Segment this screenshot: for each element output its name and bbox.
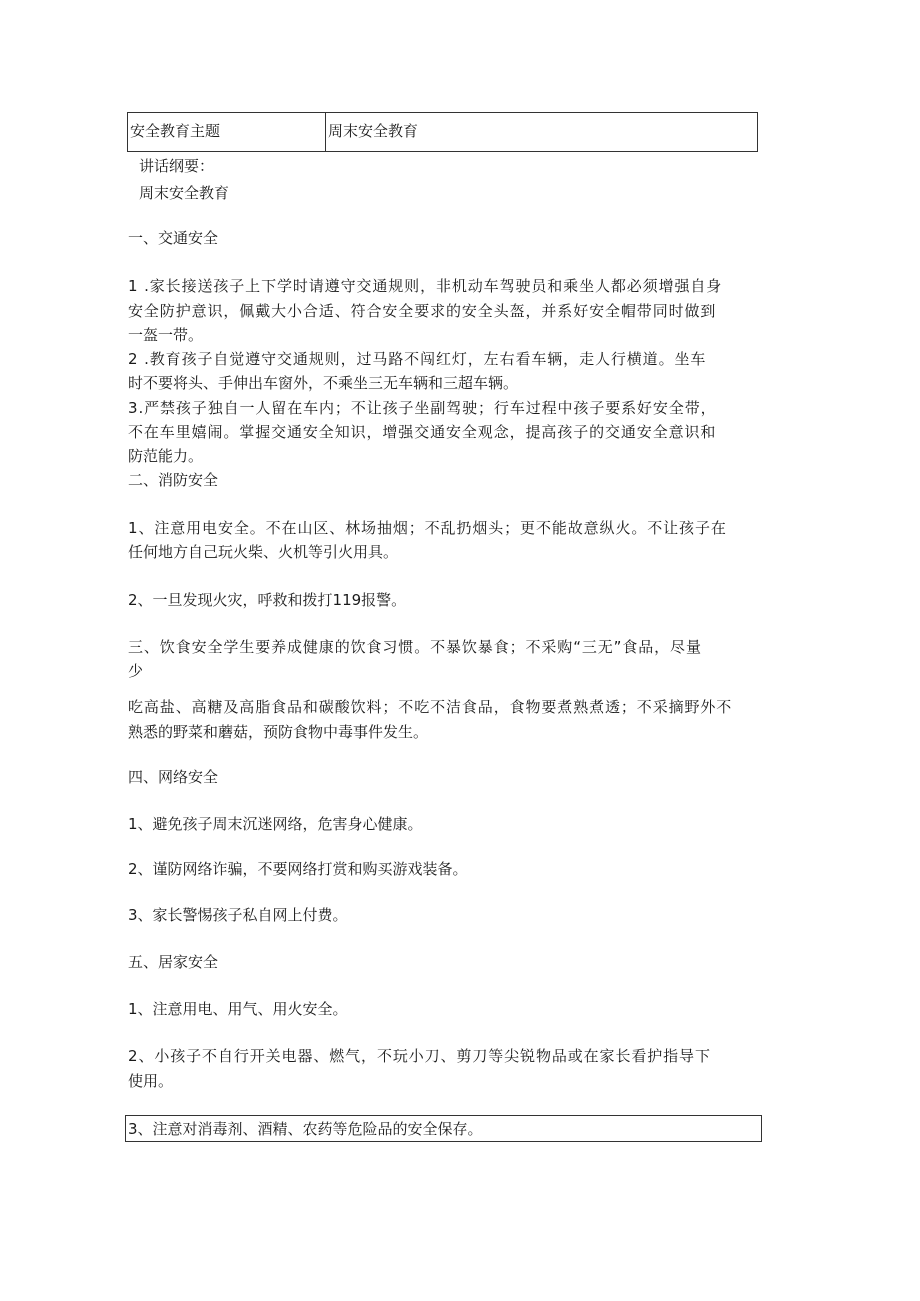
paragraph-line: 2 .教育孩子自觉遵守交通规则，过马路不闯红灯，左右看车辆，走人行横道。坐车 <box>128 350 707 368</box>
paragraph-line: 任何地方自己玩火柴、火机等引火用具。 <box>128 543 399 561</box>
paragraph-line: 熟悉的野菜和蘑菇，预防食物中毒事件发生。 <box>128 723 429 741</box>
section-heading-network: 四、网络安全 <box>128 768 219 786</box>
paragraph-line: 1、避免孩子周末沉迷网络，危害身心健康。 <box>128 815 423 833</box>
paragraph-line: 三、饮食安全学生要养成健康的饮食习惯。不暴饮暴食；不采购“三无”食品，尽量 <box>128 638 702 656</box>
paragraph-line: 不在车里嬉闹。掌握交通安全知识，增强交通安全观念，提高孩子的交通安全意识和 <box>128 423 717 441</box>
paragraph-line: 1、注意用电、用气、用火安全。 <box>128 1000 348 1018</box>
paragraph-line: 2、小孩子不自行开关电器、燃气，不玩小刀、剪刀等尖锐物品或在家长看护指导下 <box>128 1047 711 1065</box>
outline-label: 讲话纲要： <box>139 157 215 175</box>
topic-label: 安全教育主题 <box>128 113 326 151</box>
paragraph-line: 吃高盐、高糖及高脂食品和碳酸饮料；不吃不洁食品，食物要煮熟煮透；不采摘野外不 <box>128 698 733 716</box>
outline-title: 周末安全教育 <box>139 184 230 202</box>
paragraph-line: 2、一旦发现火灾，呼救和拨打119报警。 <box>128 591 407 609</box>
paragraph-line: 时不要将头、手伸出车窗外，不乘坐三无车辆和三超车辆。 <box>128 374 519 392</box>
paragraph-line: 少 <box>128 662 144 680</box>
paragraph-line: 安全防护意识，佩戴大小合适、符合安全要求的安全头盔，并系好安全帽带同时做到 <box>128 302 717 320</box>
paragraph-line: 2、谨防网络诈骗，不要网络打赏和购买游戏装备。 <box>128 860 468 878</box>
paragraph-line: 1 .家长接送孩子上下学时请遵守交通规则，非机动车驾驶员和乘坐人都必须增强自身 <box>128 277 723 295</box>
topic-value: 周末安全教育 <box>328 122 419 140</box>
boxed-line: 3、注意对消毒剂、酒精、农药等危险品的安全保存。 <box>125 1115 762 1142</box>
section-heading-fire: 二、消防安全 <box>128 471 219 489</box>
topic-table <box>127 112 758 152</box>
paragraph-line: 3.严禁孩子独自一人留在车内；不让孩子坐副驾驶；行车过程中孩子要系好安全带， <box>128 399 717 417</box>
section-heading-home: 五、居家安全 <box>128 953 219 971</box>
paragraph-line: 3、家长警惕孩子私自网上付费。 <box>128 906 348 924</box>
paragraph-line: 使用。 <box>128 1072 174 1090</box>
section-heading-traffic: 一、交通安全 <box>128 229 219 247</box>
paragraph-line: 1、注意用电安全。不在山区、林场抽烟；不乱扔烟头；更不能故意纵火。不让孩子在 <box>128 519 727 537</box>
paragraph-line: 一盔一带。 <box>128 326 204 344</box>
paragraph-line: 防范能力。 <box>128 447 204 465</box>
